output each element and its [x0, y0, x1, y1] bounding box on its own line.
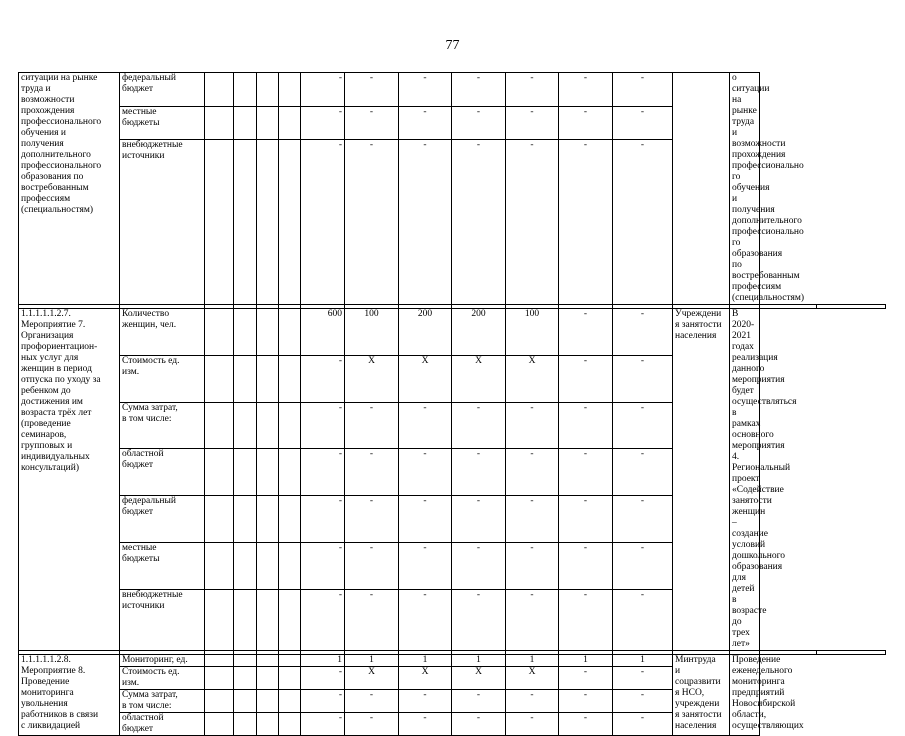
table-row: [19, 73, 886, 107]
empty-cell: [257, 140, 279, 305]
activity-name-line: востребованным: [21, 183, 89, 193]
value-cell: -: [559, 73, 613, 107]
value-cell: -: [301, 140, 345, 305]
value-cell: -: [399, 449, 452, 496]
value-cell: -: [301, 543, 345, 590]
activity-name-line: женщин в период: [21, 364, 92, 374]
value-cell: -: [399, 140, 452, 305]
value-cell: X: [399, 355, 452, 402]
empty-cell: [279, 590, 301, 651]
value-cell: -: [613, 355, 673, 402]
indicator-label: федеральный бюджет: [120, 496, 205, 543]
value-cell: -: [301, 590, 345, 651]
value-cell: -: [506, 543, 559, 590]
value-cell: -: [559, 309, 613, 356]
executor-cell: [673, 73, 730, 305]
value-cell: -: [301, 713, 345, 736]
indicator-label: Количество женщин, чел.: [120, 309, 205, 356]
value-cell: 600: [301, 309, 345, 356]
activity-name-line: достижения им: [21, 397, 83, 407]
value-cell: -: [613, 667, 673, 690]
value-cell: -: [613, 690, 673, 713]
value-cell: -: [399, 106, 452, 140]
empty-cell: [257, 106, 279, 140]
empty-cell: [257, 655, 279, 667]
empty-cell: [205, 449, 234, 496]
activity-name-line: профессионального: [21, 117, 102, 127]
table-row: [19, 309, 886, 356]
value-cell: -: [345, 543, 399, 590]
expected-result-cell: о ситуации на рынке труда и возможности прохождения профессионально го обучения и получения дополнительного профессионально го образования по востребованным профессиям (специальностям): [730, 73, 760, 305]
value-cell: -: [345, 106, 399, 140]
value-cell: -: [559, 496, 613, 543]
value-cell: -: [452, 449, 506, 496]
activity-name-line: профессионального: [21, 161, 102, 171]
value-cell: -: [452, 590, 506, 651]
value-cell: -: [613, 309, 673, 356]
value-cell: -: [301, 449, 345, 496]
activity-name-line: 1.1.1.1.1.2.7.: [21, 309, 71, 319]
empty-cell: [205, 496, 234, 543]
activity-name-line: Мероприятие 8.: [21, 666, 86, 676]
empty-cell: [234, 73, 257, 107]
value-cell: X: [399, 667, 452, 690]
value-cell: -: [506, 402, 559, 449]
executor-cell: Учреждени я занятости населения: [673, 309, 730, 651]
activity-name-line: индивидуальных: [21, 452, 90, 462]
activity-name-line: ребенком до: [21, 386, 71, 396]
value-cell: -: [506, 106, 559, 140]
value-cell: -: [506, 140, 559, 305]
indicator-label: Стоимость ед. изм.: [120, 355, 205, 402]
expected-result-cell: В 2020-2021 годах реализация данного мероприятия будет осуществляться в рамках основного мероприятия 4. Региональный проект «Содействие занятости женщин – создание условий дошкольного образования для детей в возрасте до трех лет»: [730, 309, 760, 651]
value-cell: -: [452, 713, 506, 736]
activity-name-line: получения: [21, 139, 64, 149]
value-cell: X: [506, 667, 559, 690]
indicator-label: Сумма затрат, в том числе:: [120, 402, 205, 449]
value-cell: -: [452, 106, 506, 140]
value-cell: -: [506, 690, 559, 713]
value-cell: -: [399, 73, 452, 107]
indicator-label: местные бюджеты: [120, 543, 205, 590]
value-cell: 1: [559, 655, 613, 667]
value-cell: -: [345, 713, 399, 736]
empty-cell: [205, 590, 234, 651]
value-cell: -: [506, 713, 559, 736]
activity-name-line: групповых и: [21, 441, 73, 451]
value-cell: -: [301, 355, 345, 402]
value-cell: -: [452, 690, 506, 713]
value-cell: -: [613, 496, 673, 543]
activity-name-line: с ликвидацией: [21, 721, 81, 731]
value-cell: -: [613, 73, 673, 107]
empty-cell: [279, 106, 301, 140]
activity-name-line: обучения и: [21, 128, 66, 138]
empty-cell: [205, 106, 234, 140]
activity-name-line: (проведение: [21, 419, 71, 429]
value-cell: -: [301, 667, 345, 690]
activity-name-cell: [19, 309, 120, 651]
activity-name-line: Мероприятие 7.: [21, 320, 86, 330]
indicator-label: местные бюджеты: [120, 106, 205, 140]
indicator-label: федеральный бюджет: [120, 73, 205, 107]
empty-cell: [205, 690, 234, 713]
value-cell: X: [452, 667, 506, 690]
activity-name-line: Проведение: [21, 677, 70, 687]
activity-name-line: консультаций): [21, 463, 80, 473]
value-cell: -: [506, 590, 559, 651]
value-cell: -: [559, 713, 613, 736]
indicator-label: Мониторинг, ед.: [120, 655, 205, 667]
value-cell: -: [559, 690, 613, 713]
value-cell: -: [301, 402, 345, 449]
empty-cell: [234, 590, 257, 651]
value-cell: -: [399, 590, 452, 651]
empty-cell: [257, 449, 279, 496]
expected-result-cell: Проведение еженедельного мониторинга предприятий Новосибирской области, осуществляющих: [730, 655, 760, 736]
value-cell: -: [506, 496, 559, 543]
empty-cell: [279, 713, 301, 736]
table-row: [19, 655, 886, 667]
activity-name-line: ситуации на рынке: [21, 73, 98, 83]
value-cell: -: [613, 140, 673, 305]
value-cell: X: [345, 667, 399, 690]
executor-cell: Минтруда и соцразвити я НСО, учреждени я занятости населения: [673, 655, 730, 736]
value-cell: -: [301, 106, 345, 140]
activity-name-line: ных услуг для: [21, 353, 79, 363]
value-cell: -: [559, 590, 613, 651]
empty-cell: [234, 713, 257, 736]
value-cell: X: [506, 355, 559, 402]
activity-name-line: 1.1.1.1.1.2.8.: [21, 655, 71, 665]
activity-name-line: профориентацион-: [21, 342, 98, 352]
indicator-label: внебюджетные источники: [120, 140, 205, 305]
value-cell: X: [345, 355, 399, 402]
empty-cell: [205, 667, 234, 690]
empty-cell: [234, 496, 257, 543]
indicator-label: областной бюджет: [120, 449, 205, 496]
empty-cell: [234, 106, 257, 140]
empty-cell: [205, 655, 234, 667]
empty-cell: [205, 73, 234, 107]
value-cell: -: [559, 449, 613, 496]
indicator-label: внебюджетные источники: [120, 590, 205, 651]
empty-cell: [205, 140, 234, 305]
value-cell: -: [345, 140, 399, 305]
value-cell: -: [399, 402, 452, 449]
activity-name-line: дополнительного: [21, 150, 91, 160]
value-cell: -: [301, 496, 345, 543]
empty-cell: [279, 667, 301, 690]
empty-cell: [257, 355, 279, 402]
empty-cell: [234, 309, 257, 356]
activity-name-cell: [19, 73, 120, 305]
value-cell: 1: [506, 655, 559, 667]
value-cell: 1: [613, 655, 673, 667]
value-cell: -: [613, 402, 673, 449]
value-cell: -: [345, 496, 399, 543]
empty-cell: [205, 402, 234, 449]
value-cell: -: [345, 590, 399, 651]
value-cell: -: [452, 73, 506, 107]
value-cell: 1: [452, 655, 506, 667]
activity-name-line: работников в связи: [21, 710, 99, 720]
value-cell: 200: [399, 309, 452, 356]
activity-name-cell: [19, 655, 120, 736]
value-cell: -: [399, 690, 452, 713]
value-cell: -: [301, 690, 345, 713]
value-cell: -: [301, 73, 345, 107]
value-cell: 100: [506, 309, 559, 356]
activity-name-line: возможности: [21, 95, 75, 105]
empty-cell: [234, 402, 257, 449]
empty-cell: [234, 690, 257, 713]
value-cell: X: [452, 355, 506, 402]
value-cell: -: [613, 590, 673, 651]
empty-cell: [257, 690, 279, 713]
empty-cell: [234, 140, 257, 305]
activity-name-line: возраста трёх лет: [21, 408, 92, 418]
value-cell: -: [506, 73, 559, 107]
activity-name-line: мониторинга: [21, 688, 74, 698]
empty-cell: [257, 667, 279, 690]
empty-cell: [257, 543, 279, 590]
program-table: [18, 72, 886, 736]
empty-cell: [279, 309, 301, 356]
value-cell: 100: [345, 309, 399, 356]
empty-cell: [257, 496, 279, 543]
indicator-label: Сумма затрат, в том числе:: [120, 690, 205, 713]
activity-name-line: Организация: [21, 331, 74, 341]
empty-cell: [279, 655, 301, 667]
empty-cell: [205, 713, 234, 736]
value-cell: -: [613, 543, 673, 590]
value-cell: -: [559, 402, 613, 449]
empty-cell: [257, 713, 279, 736]
indicator-label: областной бюджет: [120, 713, 205, 736]
empty-cell: [257, 73, 279, 107]
value-cell: -: [399, 496, 452, 543]
empty-cell: [279, 73, 301, 107]
value-cell: -: [452, 543, 506, 590]
value-cell: 1: [345, 655, 399, 667]
activity-name-line: прохождения: [21, 106, 75, 116]
empty-cell: [234, 355, 257, 402]
value-cell: -: [452, 496, 506, 543]
value-cell: -: [613, 713, 673, 736]
value-cell: -: [559, 140, 613, 305]
value-cell: -: [506, 449, 559, 496]
value-cell: -: [399, 713, 452, 736]
empty-cell: [279, 496, 301, 543]
value-cell: 200: [452, 309, 506, 356]
value-cell: -: [559, 667, 613, 690]
activity-name-line: отпуска по уходу за: [21, 375, 101, 385]
empty-cell: [234, 543, 257, 590]
activity-name-line: профессиям: [21, 194, 71, 204]
value-cell: -: [559, 106, 613, 140]
value-cell: 1: [399, 655, 452, 667]
value-cell: -: [345, 690, 399, 713]
empty-cell: [205, 355, 234, 402]
activity-name-line: семинаров,: [21, 430, 67, 440]
value-cell: -: [613, 106, 673, 140]
value-cell: 1: [301, 655, 345, 667]
value-cell: -: [345, 402, 399, 449]
value-cell: -: [399, 543, 452, 590]
activity-name-line: (специальностям): [21, 205, 94, 215]
activity-name-line: образования по: [21, 172, 84, 182]
value-cell: -: [345, 449, 399, 496]
value-cell: -: [345, 73, 399, 107]
page-number: 77: [445, 38, 460, 53]
empty-cell: [234, 655, 257, 667]
empty-cell: [279, 355, 301, 402]
value-cell: -: [452, 402, 506, 449]
activity-name-line: труда и: [21, 84, 51, 94]
empty-cell: [205, 309, 234, 356]
value-cell: -: [559, 543, 613, 590]
value-cell: -: [559, 355, 613, 402]
empty-cell: [279, 402, 301, 449]
indicator-label: Стоимость ед. изм.: [120, 667, 205, 690]
empty-cell: [257, 309, 279, 356]
empty-cell: [257, 402, 279, 449]
empty-cell: [279, 140, 301, 305]
empty-cell: [234, 449, 257, 496]
activity-name-line: увольнения: [21, 699, 68, 709]
empty-cell: [257, 590, 279, 651]
empty-cell: [205, 543, 234, 590]
empty-cell: [279, 543, 301, 590]
empty-cell: [279, 690, 301, 713]
empty-cell: [279, 449, 301, 496]
value-cell: -: [452, 140, 506, 305]
value-cell: -: [613, 449, 673, 496]
empty-cell: [234, 667, 257, 690]
